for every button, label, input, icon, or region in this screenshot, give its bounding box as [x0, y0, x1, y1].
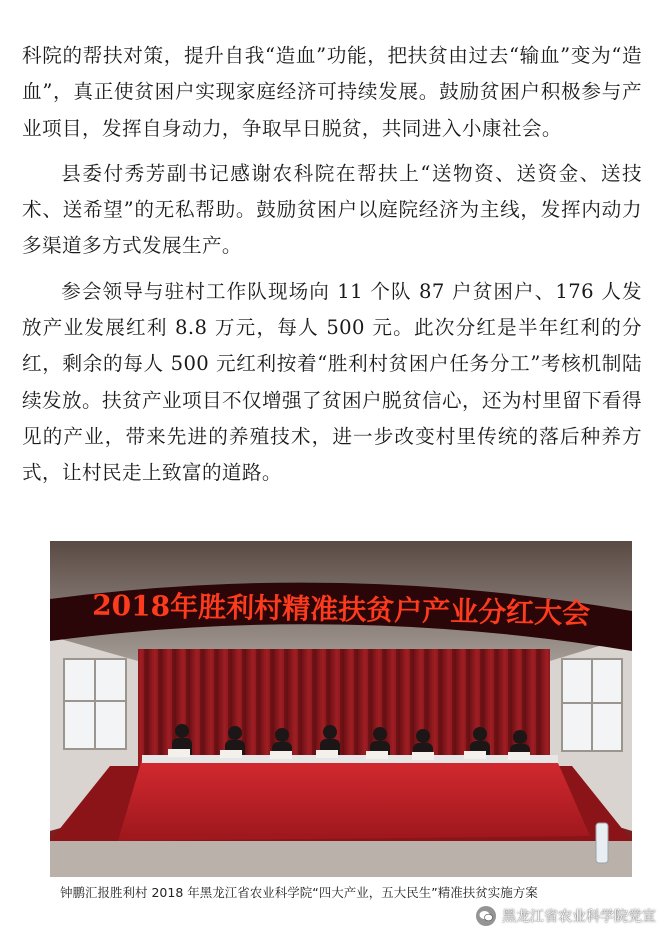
paragraph-3: 参会领导与驻村工作队现场向 11 个队 87 户贫困户、176 人发放产业发展红利 8.8 万元，每人 500 元。此次分红是半年红利的分红，剩余的每人 500 元红利按着“胜利村贫困户任务分工”考核机制陆续发放。扶贫产业项目不仅增强了贫困户脱贫信心，还为村里留下看得见的产业，带来先进的养殖技术，进一步改变村里传统的落后种养方式，让村民走上致富的道路。 [22, 279, 642, 485]
paragraph-2: 县委付秀芳副书记感谢农科院在帮扶上“送物资、送资金、送技术、送希望”的无私帮助。鼓励贫困户以庭院经济为主线，发挥内动力多渠道多方式发展生产。 [22, 161, 642, 258]
photo-caption: 钟鹏汇报胜利村 2018 年黑龙江省农业科学院“四大产业，五大民生”精准扶贫实施方案 [60, 885, 538, 900]
watermark [476, 906, 656, 926]
paragraph-1: 科院的帮扶对策，提升自我“造血”功能，把扶贫由过去“输血”变为“造血”，真正使贫困户实现家庭经济可持续发展。鼓励贫困户积极参与产业项目，发挥自身动力，争取早日脱贫，共同进入小康社会。 [22, 44, 642, 140]
meeting-photo-illustration [50, 541, 632, 877]
wechat-icon [476, 906, 496, 926]
article-body [22, 38, 642, 501]
watermark-text: 黑龙江省农业科学院党宣 [502, 909, 656, 925]
banner-text: 2018年胜利村精准扶贫户产业分红大会 [91, 588, 591, 631]
meeting-photo [50, 541, 632, 877]
